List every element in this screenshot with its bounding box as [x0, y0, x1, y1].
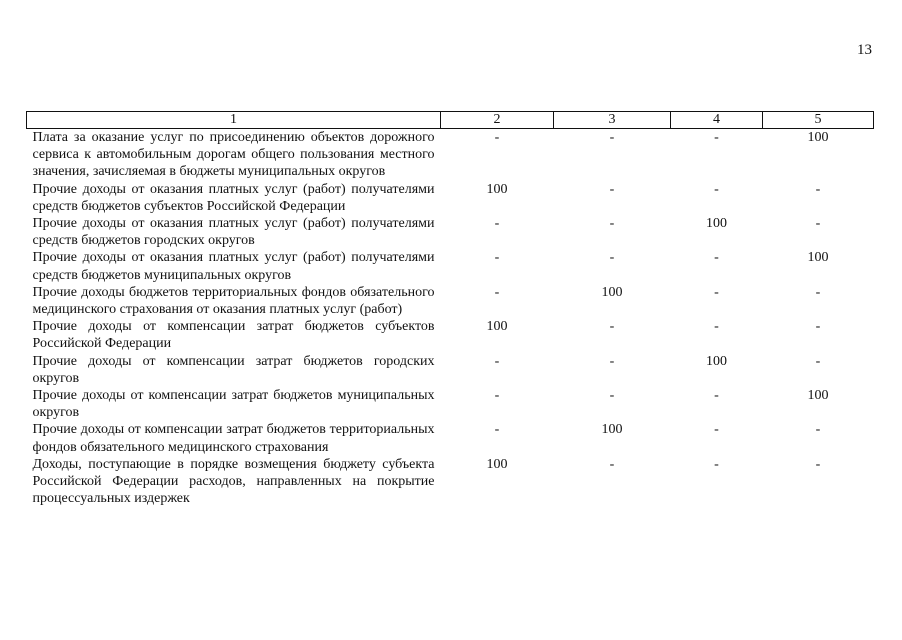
table-row — [27, 249, 874, 283]
cell-col-5: - — [815, 181, 821, 197]
cell-col-4: - — [714, 181, 719, 197]
cell-col-5: - — [815, 456, 821, 472]
cell-col-5: - — [815, 319, 821, 335]
table-row — [27, 215, 874, 249]
cell-col-2: 100 — [486, 456, 508, 472]
cell-col-4: - — [714, 456, 719, 472]
column-header-4: 4 — [671, 112, 763, 129]
row-description: Прочие доходы от оказания платных услуг (работ) получателями средств бюджетов городских округов — [32, 216, 435, 249]
table-header-row — [27, 112, 874, 129]
table-row — [27, 456, 874, 508]
cell-col-3: 100 — [601, 284, 623, 300]
cell-col-5: 100 — [807, 130, 829, 145]
column-header-5: 5 — [763, 112, 874, 129]
cell-col-2: - — [494, 216, 500, 232]
column-header-3: 3 — [554, 112, 671, 129]
cell-col-4: - — [714, 250, 719, 266]
table-row — [27, 181, 874, 215]
cell-col-5: - — [815, 284, 821, 300]
cell-col-3: - — [609, 353, 615, 369]
cell-col-2: 100 — [486, 181, 508, 197]
table-row — [27, 284, 874, 318]
revenue-distribution-table — [26, 111, 874, 507]
cell-col-5: - — [815, 353, 821, 369]
row-description: Прочие доходы от компенсации затрат бюджетов муниципальных округов — [32, 388, 435, 421]
cell-col-2: - — [494, 250, 500, 266]
cell-col-5: 100 — [807, 250, 829, 266]
column-header-1: 1 — [27, 112, 441, 129]
page-number: 13 — [857, 42, 872, 58]
cell-col-5: - — [815, 216, 821, 232]
cell-col-5: 100 — [807, 388, 829, 404]
cell-col-2: - — [494, 388, 500, 404]
row-description: Доходы, поступающие в порядке возмещения бюджету субъекта Российской Федерации расходов, направленных на покрытие процессуальных издержек — [32, 456, 435, 507]
cell-col-4: - — [714, 319, 719, 335]
cell-col-2: - — [494, 130, 500, 145]
cell-col-5: - — [815, 422, 821, 438]
cell-col-2: - — [494, 353, 500, 369]
cell-col-4: - — [714, 130, 719, 145]
cell-col-4: 100 — [706, 216, 727, 232]
cell-col-3: - — [609, 250, 615, 266]
cell-col-3: - — [609, 181, 615, 197]
cell-col-3: - — [609, 456, 615, 472]
cell-col-3: - — [609, 216, 615, 232]
row-description: Прочие доходы от оказания платных услуг (работ) получателями средств бюджетов субъектов Российской Федерации — [32, 181, 435, 214]
cell-col-2: - — [494, 284, 500, 300]
table-row — [27, 353, 874, 387]
column-header-2: 2 — [441, 112, 554, 129]
row-description: Прочие доходы от оказания платных услуг (работ) получателями средств бюджетов муниципальных округов — [32, 250, 435, 283]
table-row — [27, 387, 874, 421]
row-description: Прочие доходы от компенсации затрат бюджетов городских округов — [32, 353, 435, 386]
cell-col-3: 100 — [601, 422, 623, 438]
cell-col-4: - — [714, 388, 719, 404]
cell-col-2: 100 — [486, 319, 508, 335]
table-row — [27, 421, 874, 455]
row-description: Плата за оказание услуг по присоединению объектов дорожного сервиса к автомобильным дорогам общего пользования местного значения, зачисляемая в бюджеты муниципальных округов — [32, 130, 435, 180]
cell-col-4: - — [714, 422, 719, 438]
cell-col-3: - — [609, 319, 615, 335]
row-description: Прочие доходы от компенсации затрат бюджетов субъектов Российской Федерации — [32, 319, 435, 352]
table-row — [27, 318, 874, 352]
cell-col-3: - — [609, 130, 615, 145]
row-description: Прочие доходы бюджетов территориальных фондов обязательного медицинского страхования от оказания платных услуг (работ) — [32, 284, 435, 318]
cell-col-2: - — [494, 422, 500, 438]
table-row — [27, 129, 874, 181]
cell-col-4: 100 — [706, 353, 727, 369]
row-description: Прочие доходы от компенсации затрат бюджетов территориальных фондов обязательного медицинского страхования — [32, 422, 435, 455]
cell-col-4: - — [714, 284, 719, 300]
cell-col-3: - — [609, 388, 615, 404]
